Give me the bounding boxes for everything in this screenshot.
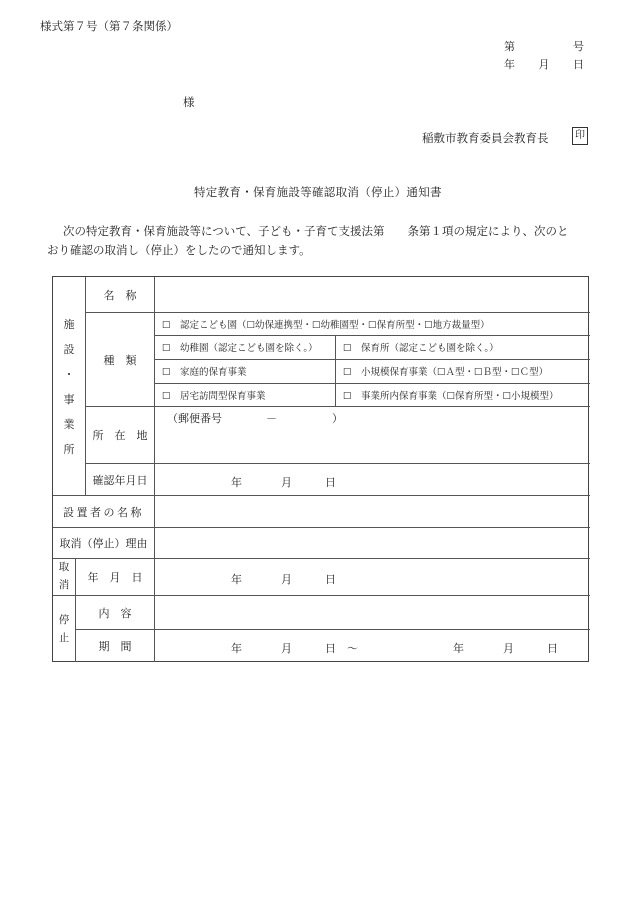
option-kyotaku-houmon[interactable]: ☐ 居宅訪問型保育事業 (162, 391, 266, 402)
cancel-group-label (53, 562, 75, 590)
doc-no-prefix: 第 (504, 40, 515, 53)
document-number (504, 38, 584, 54)
col-divider (335, 335, 336, 406)
period-end-day: 日 (547, 642, 558, 655)
issue-date (504, 56, 584, 72)
type-label-text: 種 類 (103, 353, 137, 367)
option-katei-hoiku[interactable]: ☐ 家庭的保育事業 (162, 367, 247, 378)
notice-table (52, 276, 589, 662)
suspend-char: 止 (58, 631, 70, 644)
confirm-date-label-text: 確認年月日 (92, 473, 148, 487)
facility-char: 施 (63, 318, 75, 331)
issue-month: 月 (538, 58, 550, 71)
confirm-date-label (86, 464, 154, 495)
name-label-text: 名 称 (103, 288, 137, 302)
cancel-month: 月 (281, 573, 292, 586)
location-label (86, 407, 154, 463)
cancel-day: 日 (325, 573, 336, 586)
col-divider (154, 277, 155, 662)
suspend-group-label (53, 615, 75, 643)
document-title: 特定教育・保育施設等確認取消（停止）通知書 (194, 185, 442, 199)
body-text-line-2: おり確認の取消し（停止）をしたので通知します。 (47, 243, 311, 257)
facility-char: 所 (63, 443, 75, 456)
suspend-period-label (76, 630, 154, 662)
period-end-year: 年 (453, 642, 464, 655)
issue-day: 日 (573, 58, 584, 71)
cancel-year: 年 (231, 573, 242, 586)
cancel-char: 消 (58, 578, 70, 591)
form-number: 様式第７号（第７条関係） (40, 19, 178, 33)
period-label-text: 期 間 (98, 640, 132, 653)
period-start-day: 日 (325, 642, 336, 655)
recipient: 様 (183, 95, 195, 109)
facility-char: 事 (63, 393, 75, 406)
suspend-content-label (76, 596, 154, 629)
name-label (86, 277, 154, 312)
row-divider (85, 463, 590, 464)
founder-label (53, 496, 154, 527)
suspend-char: 停 (58, 614, 70, 626)
confirm-year: 年 (231, 476, 242, 489)
seal-mark: 印 (572, 127, 588, 145)
founder-label-text: 設置者の名称 (63, 505, 144, 519)
reason-label-text: 取消（停止）理由 (59, 537, 148, 550)
facility-char: 業 (63, 418, 75, 431)
option-youchien[interactable]: ☐ 幼稚園（認定こども園を除く。） (162, 343, 318, 354)
period-tilde: ～ (347, 642, 358, 655)
issuer: 稲敷市教育委員会教育長 (422, 131, 549, 145)
body-text-line-1: 次の特定教育・保育施設等について、子ども・子育て支援法第 条第１項の規定により、次のと (63, 224, 569, 238)
facility-char: ・ (63, 368, 75, 381)
option-hoikusho[interactable]: ☐ 保育所（認定こども園を除く。） (343, 343, 499, 354)
cancel-date-label (76, 559, 154, 595)
location-label-text: 所 在 地 (92, 429, 148, 442)
confirm-month: 月 (281, 476, 292, 489)
issue-year: 年 (504, 58, 515, 71)
doc-no-suffix: 号 (573, 40, 584, 53)
content-label-text: 内 容 (98, 606, 132, 620)
period-start-month: 月 (281, 642, 292, 655)
facility-char: 設 (63, 343, 75, 356)
option-nintei-kodomoen[interactable]: ☐ 認定こども園（☐幼保連携型・☐幼稚園型・☐保育所型・☐地方裁量型） (162, 320, 490, 331)
confirm-day: 日 (325, 476, 336, 489)
option-jigyoshonai-hoiku[interactable]: ☐ 事業所内保育事業（☐保育所型・☐小規模型） (343, 391, 559, 402)
postal-code: （郵便番号 － ） (167, 412, 343, 425)
period-end-month: 月 (503, 642, 514, 655)
facility-group-label (53, 319, 85, 455)
reason-label (53, 528, 154, 558)
option-shoukibo-hoiku[interactable]: ☐ 小規模保育事業（☐Ａ型・☐Ｂ型・☐Ｃ型） (343, 367, 549, 378)
type-label (86, 313, 154, 406)
cancel-char: 取 (58, 561, 70, 573)
period-start-year: 年 (231, 642, 242, 655)
row-divider (85, 406, 590, 407)
cancel-date-label-text: 年 月 日 (87, 571, 143, 584)
